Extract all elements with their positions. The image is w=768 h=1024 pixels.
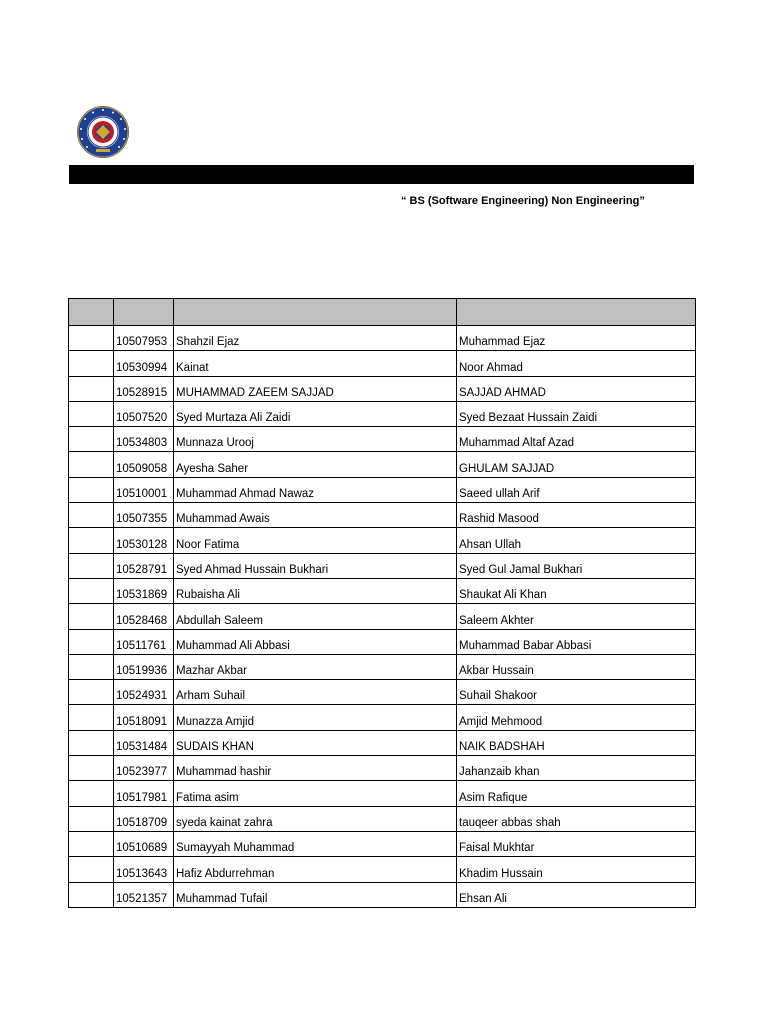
father-name-cell: NAIK BADSHAH <box>457 730 696 755</box>
roll-no-cell: 10531484 <box>114 730 174 755</box>
university-seal-icon <box>76 105 130 159</box>
serial-cell <box>69 680 114 705</box>
roll-no-cell: 10513643 <box>114 857 174 882</box>
table-row <box>69 806 696 831</box>
table-row <box>69 477 696 502</box>
table-row <box>69 351 696 376</box>
roll-no-cell: 10509058 <box>114 452 174 477</box>
table-row <box>69 528 696 553</box>
father-name-cell: Amjid Mehmood <box>457 705 696 730</box>
roll-no-cell: 10511761 <box>114 629 174 654</box>
table-row <box>69 452 696 477</box>
student-name-cell: Syed Ahmad Hussain Bukhari <box>174 553 457 578</box>
father-name-cell: Ahsan Ullah <box>457 528 696 553</box>
table-row <box>69 503 696 528</box>
roll-no-cell: 10528915 <box>114 376 174 401</box>
father-name-cell: Faisal Mukhtar <box>457 831 696 856</box>
student-list-table <box>68 298 696 908</box>
roll-no-cell: 10507355 <box>114 503 174 528</box>
father-name-cell: Muhammad Ejaz <box>457 326 696 351</box>
student-name-cell: Hafiz Abdurrehman <box>174 857 457 882</box>
serial-cell <box>69 781 114 806</box>
serial-cell <box>69 604 114 629</box>
roll-no-cell: 10523977 <box>114 756 174 781</box>
header-cell-name <box>174 299 457 326</box>
roll-no-cell: 10530128 <box>114 528 174 553</box>
roll-no-cell: 10510689 <box>114 831 174 856</box>
father-name-cell: Asim Rafique <box>457 781 696 806</box>
header-cell-roll-no <box>114 299 174 326</box>
roll-no-cell: 10519936 <box>114 654 174 679</box>
serial-cell <box>69 553 114 578</box>
serial-cell <box>69 376 114 401</box>
table-row <box>69 705 696 730</box>
father-name-cell: Muhammad Babar Abbasi <box>457 629 696 654</box>
father-name-cell: Jahanzaib khan <box>457 756 696 781</box>
roll-no-cell: 10517981 <box>114 781 174 806</box>
student-name-cell: Muhammad Tufail <box>174 882 457 907</box>
table-row <box>69 756 696 781</box>
father-name-cell: SAJJAD AHMAD <box>457 376 696 401</box>
roll-no-cell: 10507953 <box>114 326 174 351</box>
table-row <box>69 401 696 426</box>
serial-cell <box>69 452 114 477</box>
father-name-cell: tauqeer abbas shah <box>457 806 696 831</box>
table-row <box>69 553 696 578</box>
student-rows <box>69 326 696 908</box>
serial-cell <box>69 503 114 528</box>
student-name-cell: syeda kainat zahra <box>174 806 457 831</box>
student-name-cell: Mazhar Akbar <box>174 654 457 679</box>
serial-cell <box>69 756 114 781</box>
student-name-cell: SUDAIS KHAN <box>174 730 457 755</box>
serial-cell <box>69 629 114 654</box>
father-name-cell: Ehsan Ali <box>457 882 696 907</box>
table-row <box>69 857 696 882</box>
student-name-cell: Ayesha Saher <box>174 452 457 477</box>
program-title: “ BS (Software Engineering) Non Engineering” <box>401 195 645 207</box>
serial-cell <box>69 528 114 553</box>
serial-cell <box>69 857 114 882</box>
table-row <box>69 376 696 401</box>
table-header-row <box>69 299 696 326</box>
student-name-cell: Sumayyah Muhammad <box>174 831 457 856</box>
student-name-cell: Munazza Amjid <box>174 705 457 730</box>
serial-cell <box>69 831 114 856</box>
roll-no-cell: 10524931 <box>114 680 174 705</box>
student-name-cell: Munnaza Urooj <box>174 427 457 452</box>
student-name-cell: Muhammad Ali Abbasi <box>174 629 457 654</box>
header-banner-bar <box>69 165 694 184</box>
serial-cell <box>69 326 114 351</box>
student-name-cell: Noor Fatima <box>174 528 457 553</box>
table-row <box>69 730 696 755</box>
serial-cell <box>69 477 114 502</box>
student-name-cell: Kainat <box>174 351 457 376</box>
father-name-cell: GHULAM SAJJAD <box>457 452 696 477</box>
table-row <box>69 629 696 654</box>
father-name-cell: Khadim Hussain <box>457 857 696 882</box>
father-name-cell: Saleem Akhter <box>457 604 696 629</box>
roll-no-cell: 10518709 <box>114 806 174 831</box>
serial-cell <box>69 351 114 376</box>
serial-cell <box>69 705 114 730</box>
student-name-cell: Shahzil Ejaz <box>174 326 457 351</box>
father-name-cell: Syed Bezaat Hussain Zaidi <box>457 401 696 426</box>
table-row <box>69 882 696 907</box>
serial-cell <box>69 730 114 755</box>
father-name-cell: Noor Ahmad <box>457 351 696 376</box>
serial-cell <box>69 427 114 452</box>
roll-no-cell: 10518091 <box>114 705 174 730</box>
header-cell-father-name <box>457 299 696 326</box>
roll-no-cell: 10510001 <box>114 477 174 502</box>
student-name-cell: Muhammad Ahmad Nawaz <box>174 477 457 502</box>
father-name-cell: Akbar Hussain <box>457 654 696 679</box>
student-name-cell: Muhammad Awais <box>174 503 457 528</box>
roll-no-cell: 10521357 <box>114 882 174 907</box>
father-name-cell: Rashid Masood <box>457 503 696 528</box>
table-row <box>69 427 696 452</box>
table-row <box>69 326 696 351</box>
father-name-cell: Suhail Shakoor <box>457 680 696 705</box>
serial-cell <box>69 578 114 603</box>
serial-cell <box>69 654 114 679</box>
student-name-cell: Fatima asim <box>174 781 457 806</box>
student-name-cell: Rubaisha Ali <box>174 578 457 603</box>
student-name-cell: Abdullah Saleem <box>174 604 457 629</box>
table-row <box>69 831 696 856</box>
header-cell-serial <box>69 299 114 326</box>
roll-no-cell: 10528791 <box>114 553 174 578</box>
serial-cell <box>69 882 114 907</box>
roll-no-cell: 10534803 <box>114 427 174 452</box>
student-name-cell: Muhammad hashir <box>174 756 457 781</box>
table-row <box>69 680 696 705</box>
table-row <box>69 654 696 679</box>
father-name-cell: Saeed ullah Arif <box>457 477 696 502</box>
father-name-cell: Syed Gul Jamal Bukhari <box>457 553 696 578</box>
father-name-cell: Shaukat Ali Khan <box>457 578 696 603</box>
roll-no-cell: 10531869 <box>114 578 174 603</box>
roll-no-cell: 10507520 <box>114 401 174 426</box>
roll-no-cell: 10528468 <box>114 604 174 629</box>
serial-cell <box>69 401 114 426</box>
serial-cell <box>69 806 114 831</box>
father-name-cell: Muhammad Altaf Azad <box>457 427 696 452</box>
roll-no-cell: 10530994 <box>114 351 174 376</box>
table-row <box>69 604 696 629</box>
student-name-cell: Syed Murtaza Ali Zaidi <box>174 401 457 426</box>
table-row <box>69 578 696 603</box>
student-name-cell: MUHAMMAD ZAEEM SAJJAD <box>174 376 457 401</box>
table-row <box>69 781 696 806</box>
student-name-cell: Arham Suhail <box>174 680 457 705</box>
